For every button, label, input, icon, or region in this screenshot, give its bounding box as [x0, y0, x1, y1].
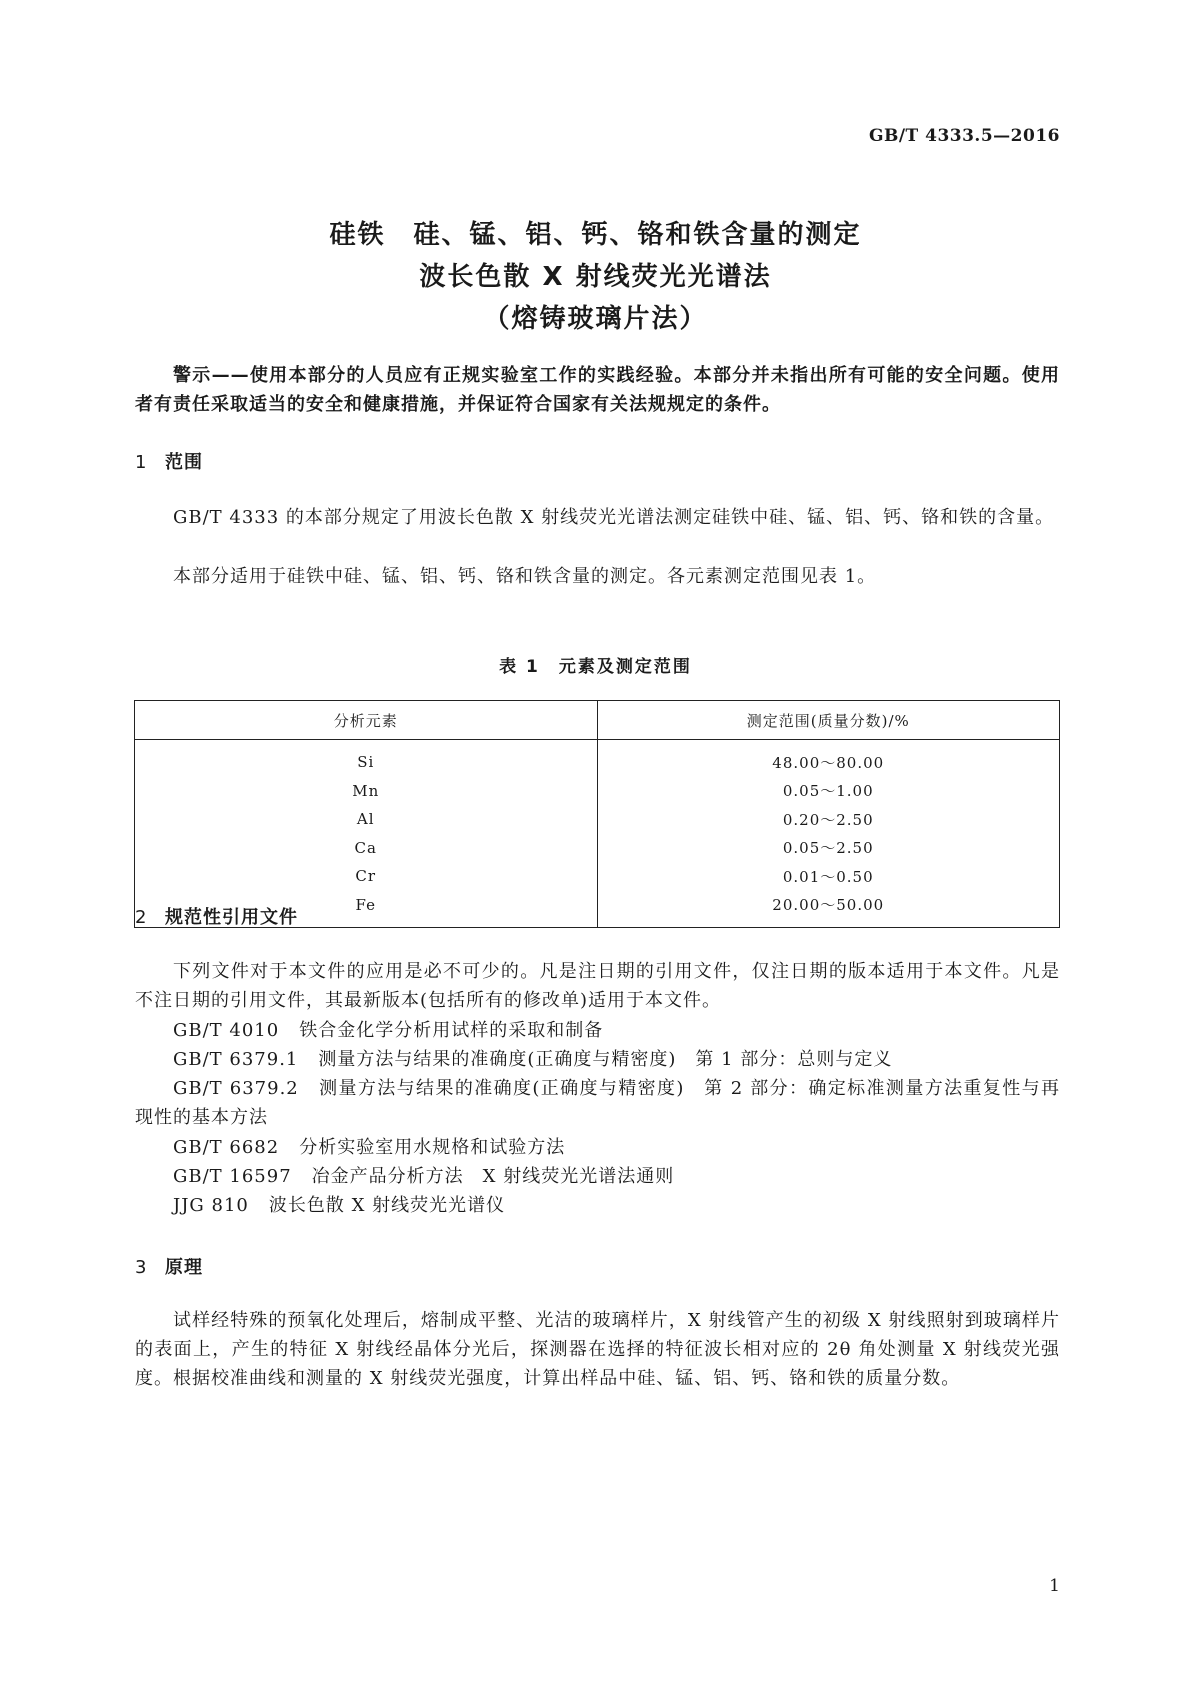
warning-paragraph	[135, 361, 1060, 419]
section-heading-3	[135, 1253, 203, 1279]
element-cell: Al	[135, 805, 598, 834]
references-intro: 下列文件对于本文件的应用是必不可少的。凡是注日期的引用文件，仅注日期的版本适用于本文件。凡是不注日期的引用文件，其最新版本(包括所有的修改单)适用于本文件。	[135, 961, 1060, 1011]
table-row	[135, 805, 1060, 834]
reference-item	[135, 1045, 1060, 1074]
scope-paragraph-2: 本部分适用于硅铁中硅、锰、铝、钙、铬和铁含量的测定。各元素测定范围见表 1。	[173, 566, 877, 587]
section-title: 范围	[165, 452, 203, 473]
range-cell: 48.00～80.00	[597, 740, 1060, 777]
reference-code: JJG 810	[173, 1195, 249, 1216]
reference-code: GB/T 4010	[173, 1020, 280, 1041]
table-caption: 表 1 元素及测定范围	[499, 657, 692, 677]
reference-title: 测量方法与结果的准确度(正确度与精密度) 第 1 部分：总则与定义	[318, 1049, 893, 1070]
range-cell: 20.00～50.00	[597, 891, 1060, 928]
title-line-2: 波长色散 X 射线荧光光谱法	[419, 262, 772, 292]
reference-item	[135, 1133, 1060, 1162]
title-line-3: （熔铸玻璃片法）	[483, 304, 708, 334]
page-number: 1	[1049, 1576, 1060, 1596]
reference-code: GB/T 6682	[173, 1137, 280, 1158]
reference-item	[135, 1074, 1060, 1132]
warning-text: 使用本部分的人员应有正规实验室工作的实践经验。本部分并未指出所有可能的安全问题。使用者有责任采取适当的安全和健康措施，并保证符合国家有关法规规定的条件。	[135, 365, 1060, 415]
section-title: 规范性引用文件	[165, 907, 298, 928]
title-line-1: 硅铁 硅、锰、铝、钙、铬和铁含量的测定	[329, 220, 862, 250]
reference-title: 分析实验室用水规格和试验方法	[299, 1137, 566, 1158]
range-cell: 0.01～0.50	[597, 862, 1060, 891]
range-cell: 0.05～2.50	[597, 834, 1060, 863]
element-cell: Si	[135, 740, 598, 777]
element-range-table	[134, 700, 1060, 928]
header-range: 测定范围(质量分数)/%	[597, 701, 1060, 740]
standard-code: GB/T 4333.5—2016	[868, 126, 1060, 146]
table-row	[135, 740, 1060, 777]
element-cell: Ca	[135, 834, 598, 863]
reference-title: 铁合金化学分析用试样的采取和制备	[299, 1020, 604, 1041]
reference-code: GB/T 16597	[173, 1166, 292, 1187]
range-cell: 0.05～1.00	[597, 777, 1060, 806]
range-cell: 0.20～2.50	[597, 805, 1060, 834]
principle-paragraph: 试样经特殊的预氧化处理后，熔制成平整、光洁的玻璃样片，X 射线管产生的初级 X 射线照射到玻璃样片的表面上，产生的特征 X 射线经晶体分光后，探测器在选择的特征波长相对应的 2θ 角处测量 X 射线荧光强度。根据校准曲线和测量的 X 射线荧光强度，计算出样品中硅、锰、铝、钙、铬和铁的质量分数。	[135, 1310, 1060, 1389]
header-element: 分析元素	[135, 701, 598, 740]
scope-paragraph-1: GB/T 4333 的本部分规定了用波长色散 X 射线荧光光谱法测定硅铁中硅、锰、铝、钙、铬和铁的含量。	[173, 507, 1055, 528]
section-title: 原理	[165, 1257, 203, 1278]
reference-title: 波长色散 X 射线荧光光谱仪	[268, 1195, 506, 1216]
warning-label: 警示——	[173, 365, 250, 386]
table-header-row	[135, 701, 1060, 740]
section-number: 3	[135, 1257, 148, 1278]
element-cell: Cr	[135, 862, 598, 891]
reference-item	[135, 1016, 1060, 1045]
element-cell: Fe	[135, 891, 598, 928]
reference-title: 测量方法与结果的准确度(正确度与精密度) 第 2 部分：确定标准测量方法重复性与再现性的基本方法	[135, 1078, 1060, 1128]
reference-item	[135, 1162, 1060, 1191]
section-number: 2	[135, 907, 148, 928]
section-heading-1	[135, 448, 203, 474]
table-row	[135, 834, 1060, 863]
section-heading-2	[135, 903, 298, 929]
table-row	[135, 862, 1060, 891]
section-number: 1	[135, 452, 148, 473]
reference-code: GB/T 6379.2	[173, 1078, 299, 1099]
reference-item	[135, 1191, 1060, 1220]
reference-code: GB/T 6379.1	[173, 1049, 299, 1070]
table-row	[135, 777, 1060, 806]
reference-title: 冶金产品分析方法 X 射线荧光光谱法通则	[311, 1166, 675, 1187]
element-cell: Mn	[135, 777, 598, 806]
